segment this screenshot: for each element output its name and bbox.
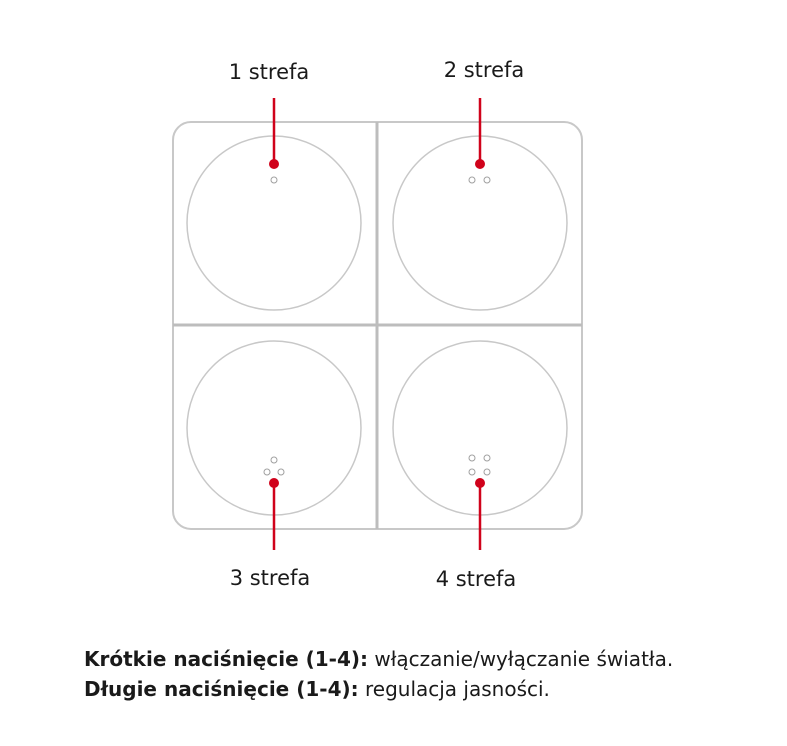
long-press-description: regulacja jasności. <box>358 677 550 701</box>
zone-3-label: 3 strefa <box>229 566 311 590</box>
zone-4-label: 4 strefa <box>435 567 517 591</box>
short-press-instruction <box>84 644 673 674</box>
short-press-term: Krótkie naciśnięcie (1-4): <box>84 647 369 671</box>
instructions <box>84 644 673 704</box>
zone-1-label: 1 strefa <box>228 60 310 84</box>
long-press-instruction <box>84 674 673 704</box>
zone-2-label: 2 strefa <box>443 58 525 82</box>
long-press-term: Długie naciśnięcie (1-4): <box>84 677 359 701</box>
short-press-description: włączanie/wyłączanie światła. <box>368 647 674 671</box>
